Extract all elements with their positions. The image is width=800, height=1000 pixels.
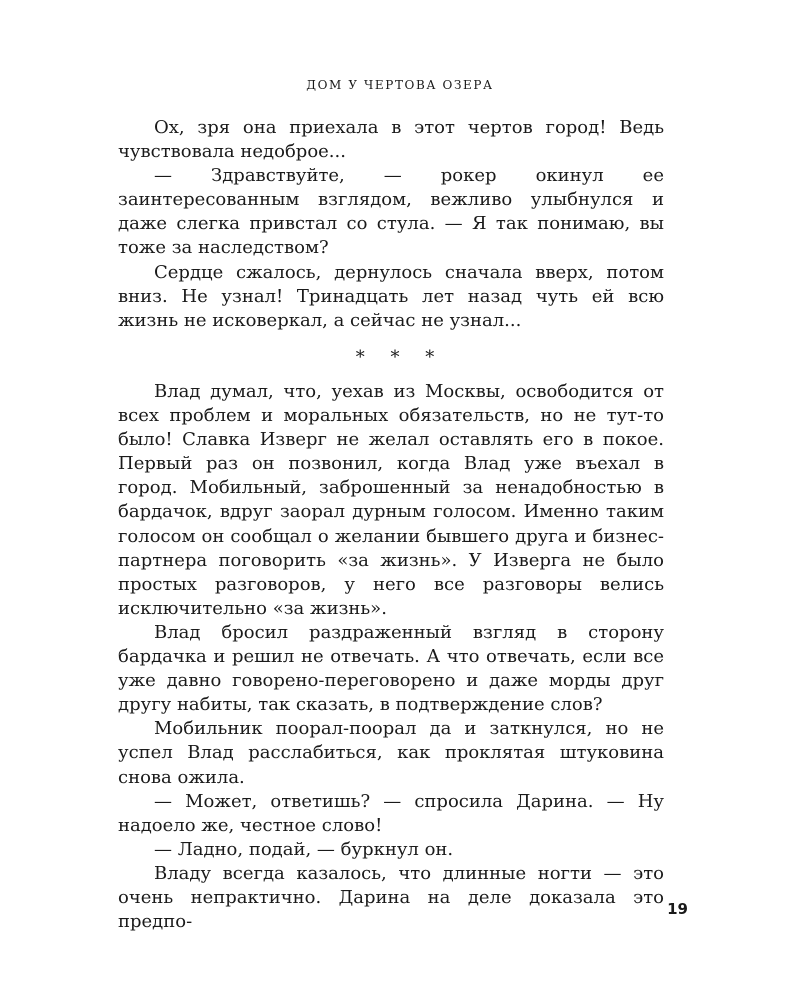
paragraph: Влад бросил раздраженный взгляд в сторону бардачка и решил не отвечать. А что отвечать, если все уже давно говорено-переговорено и даже морды друг другу набиты, так сказать, в подтверждение слов? (118, 621, 664, 716)
page-number: 19 (667, 900, 688, 918)
paragraph: Ох, зря она приехала в этот чертов город! Ведь чувствовала недоброе... (118, 117, 664, 163)
paragraph: Мобильник поорал-поорал да и заткнулся, но не успел Влад расслабиться, как проклятая штуковина снова ожила. (118, 718, 664, 788)
text-section-2 (118, 380, 664, 934)
paragraph: — Может, ответишь? — спросила Дарина. — Ну надоело же, честное слово! (118, 790, 664, 836)
paragraph: Влад думал, что, уехав из Москвы, освободится от всех проблем и моральных обязательств, но не тут-то было! Славка Изверг не желал оставлять его в покое. Первый раз он позвонил, когда Влад уже въехал в город. Мобильный, заброшенный за ненадобностью в бардачок, вдруг заорал дурным голосом. Именно таким голосом он сообщал о желании бывшего друга и бизнес-партнера поговорить «за жизнь». У Изверга не было простых разговоров, у него все разговоры велись исключительно «за жизнь». (118, 381, 664, 619)
paragraph: Владу всегда казалось, что длинные ногти — это очень непрактично. Дарина на деле доказала это предпо- (118, 862, 664, 933)
running-head: ДОМ У ЧЕРТОВА ОЗЕРА (306, 78, 494, 92)
section-separator: * * * (355, 347, 445, 368)
paragraph: — Ладно, подай, — буркнул он. (154, 838, 454, 860)
paragraph: Сердце сжалось, дернулось сначала вверх, потом вниз. Не узнал! Тринадцать лет назад чуть ей всю жизнь не исковеркал, а сейчас не узнал... (118, 261, 664, 331)
paragraph: — Здравствуйте, — рокер окинул ее заинтересованным взглядом, вежливо улыбнулся и даже слегка привстал со стула. — Я так понимаю, вы тоже за наследством? (118, 165, 664, 259)
text-section-1 (118, 116, 664, 333)
